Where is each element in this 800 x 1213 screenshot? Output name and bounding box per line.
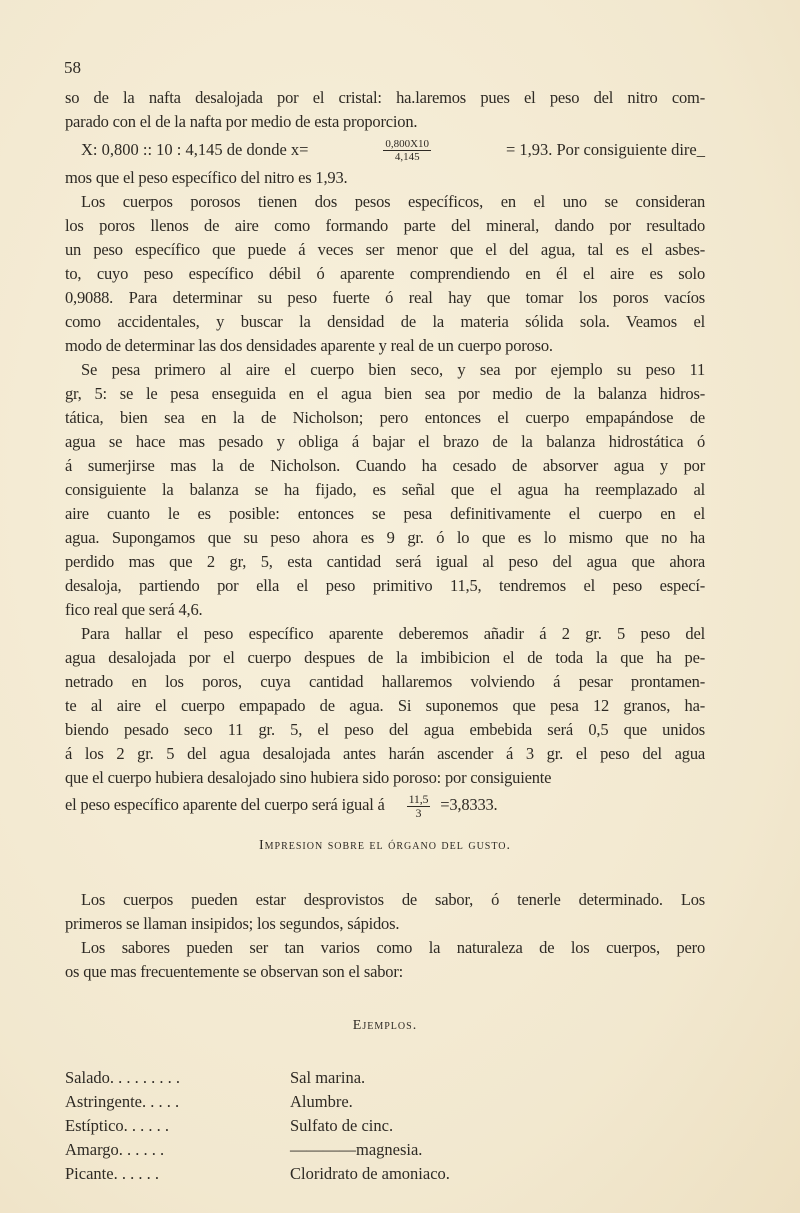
text-line: Los cuerpos pueden estar desprovistos de sabor, ó tenerle determinado. Los (81, 890, 705, 909)
text-line: como accidentales, y buscar la densidad de la materia sólida sola. Veamos el (65, 312, 705, 331)
text-line: netrado en los poros, cuya cantidad hallaremos volviendo á pesar prontamen- (65, 672, 705, 691)
fraction (407, 793, 431, 820)
text-line: un peso específico que puede á veces ser menor que el del agua, tal es el asbes- (65, 240, 705, 259)
text-line: to, cuyo peso específico débil ó aparente comprendiendo en él el aire es solo (65, 264, 705, 283)
text-line: gr, 5: se le pesa enseguida en el agua bien sea por medio de la balanza hidros- (65, 384, 705, 403)
section-heading: Impresion sobre el órgano del gusto. (258, 838, 512, 853)
flavor-name: Salado. . . . . . . . . (65, 1068, 181, 1087)
text-line: agua. Supongamos que su peso ahora es 9 gr. ó lo que es lo mismo que no ha (65, 528, 705, 547)
fraction (383, 138, 431, 163)
text-line: consiguiente la balanza se ha fijado, es señal que el agua ha reemplazado al (65, 480, 705, 499)
flavor-name: Amargo. . . . . . (65, 1140, 165, 1159)
text-line: os que mas frecuentemente se observan son el sabor: (65, 962, 404, 981)
text-line: biendo pesado seco 11 gr. 5, el peso del agua embebida será 0,5 que unidos (65, 720, 705, 739)
text-line: 0,9088. Para determinar su peso fuerte ó real hay que tomar los poros vacíos (65, 288, 705, 307)
flavor-example: ————magnesia. (290, 1140, 423, 1159)
text-line: agua desalojada por el cuerpo despues de la imbibicion el de toda la que ha pe- (65, 648, 705, 667)
formula2-lead: el peso específico aparente del cuerpo será igual á (65, 795, 385, 814)
text-line: fico real que será 4,6. (65, 600, 203, 619)
fraction-denominator: 4,145 (394, 150, 420, 163)
fraction-denominator: 3 (415, 805, 422, 820)
text-line: Para hallar el peso específico aparente deberemos añadir á 2 gr. 5 peso del (81, 624, 705, 643)
example-row (65, 1162, 705, 1186)
paragraph-group (65, 86, 705, 134)
text-line: Los cuerpos porosos tienen dos pesos específicos, en el uno se consideran (81, 192, 705, 211)
spacer (65, 820, 705, 834)
flavor-example: Alumbre. (290, 1092, 353, 1111)
page-number: 58 (64, 58, 81, 77)
flavor-example: Cloridrato de amoniaco. (290, 1164, 450, 1183)
text-line: perdido mas que 2 gr, 5, esta cantidad será igual al peso del agua que ahora (65, 552, 705, 571)
flavor-name: Picante. . . . . . (65, 1164, 159, 1183)
text-line: agua se hace mas pesado y obliga á bajar el brazo de la balanza hidrostática ó (65, 432, 705, 451)
text-line: modo de determinar las dos densidades aparente y real de un cuerpo poroso. (65, 336, 553, 355)
paragraph-group (65, 166, 705, 790)
example-row (65, 1066, 705, 1090)
text-line: tática, bien sea en la de Nicholson; pero entonces el cuerpo empapándose de (65, 408, 705, 427)
text-line: Los sabores pueden ser tan varios como la naturaleza de los cuerpos, pero (81, 938, 705, 957)
text-line: te al aire el cuerpo empapado de agua. Si suponemos que pesa 12 granos, ha- (65, 696, 705, 715)
example-row (65, 1114, 705, 1138)
text-line: á sumerjirse mas la de Nicholson. Cuando ha cesado de absorver agua y por (65, 456, 705, 475)
text-line: parado con el de la nafta por medio de esta proporcion. (65, 112, 418, 131)
example-row (65, 1138, 705, 1162)
fraction-numerator: 11,5 (408, 791, 429, 806)
formula-line-2 (65, 790, 705, 820)
example-row (65, 1090, 705, 1114)
fraction-numerator: 0,800X10 (385, 137, 430, 150)
text-line: so de la nafta desalojada por el cristal: ha.laremos pues el peso del nitro com- (65, 88, 705, 107)
text-line: desaloja, partiendo por ella el peso primitivo 11,5, tendremos el peso especí- (65, 576, 705, 595)
text-line: primeros se llaman insipidos; los segundos, sápidos. (65, 914, 400, 933)
text-line: aire cuanto le es posible: entonces se pesa definitivamente el cuerpo en el (65, 504, 705, 523)
flavor-name: Estíptico. . . . . . (65, 1116, 170, 1135)
formula-tail: = 1,93. Por consiguiente dire_ (505, 140, 705, 159)
flavor-example: Sal marina. (290, 1068, 366, 1087)
examples-heading: Ejemplos. (352, 1018, 418, 1033)
spacer (65, 858, 705, 888)
text-line: los poros llenos de aire como formando parte del mineral, dando por resultado (65, 216, 705, 235)
text-line: Se pesa primero al aire el cuerpo bien seco, y sea por ejemplo su peso 11 (81, 360, 705, 379)
formula2-tail: =3,8333. (440, 795, 498, 814)
examples-table (65, 1066, 705, 1186)
formula-line (65, 134, 705, 166)
text-line: que el cuerpo hubiera desalojado sino hubiera sido poroso: por consiguiente (65, 768, 552, 787)
flavor-example: Sulfato de cinc. (290, 1116, 394, 1135)
formula-lead: X: 0,800 :: 10 : 4,145 de donde x= (81, 140, 309, 159)
text-line: mos que el peso específico del nitro es 1,93. (65, 168, 348, 187)
flavor-name: Astringente. . . . . (65, 1092, 180, 1111)
paragraph-group (65, 888, 705, 984)
page-body (65, 86, 705, 1186)
spacer (65, 984, 705, 1014)
text-line: á los 2 gr. 5 del agua desalojada antes harán ascender á 3 gr. el peso del agua (65, 744, 705, 763)
